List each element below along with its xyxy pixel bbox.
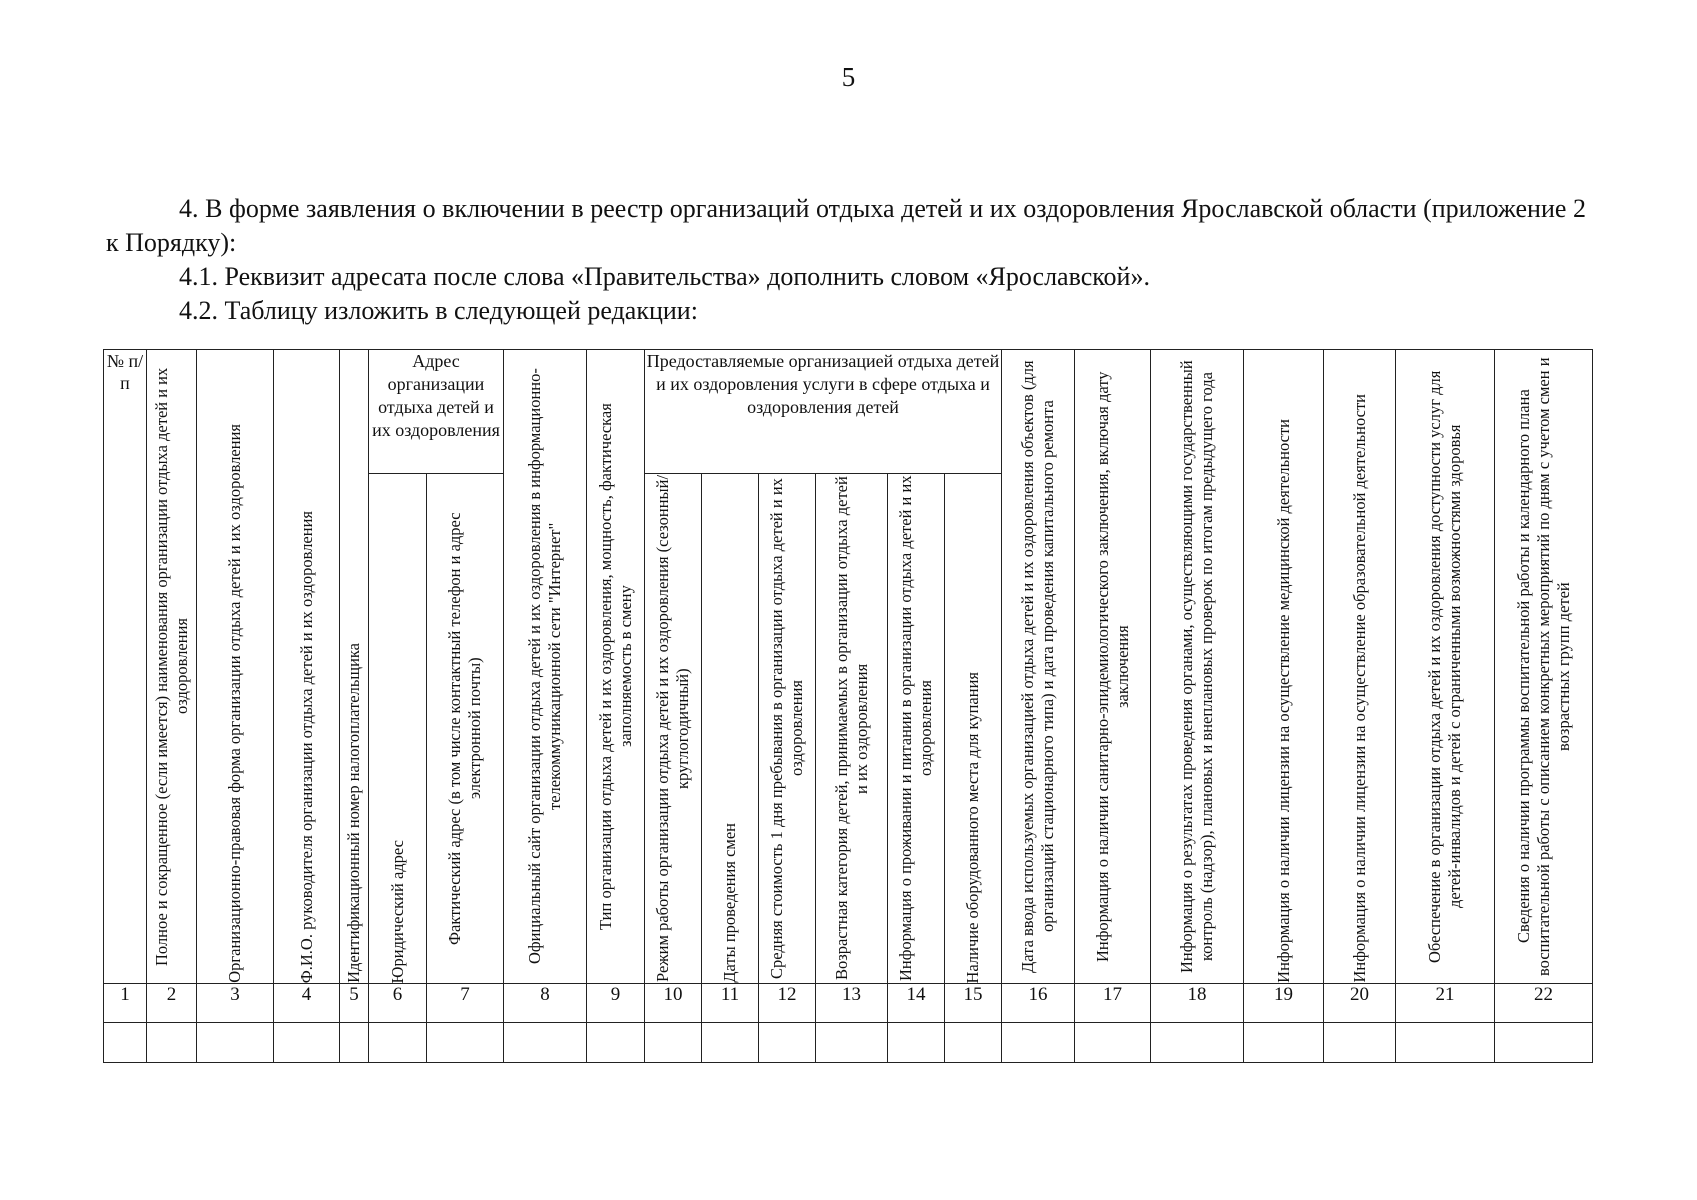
header-col-9 [587, 350, 645, 984]
page-number: 5 [841, 62, 856, 92]
header-col-2 [147, 350, 197, 984]
header-col-14 [888, 474, 945, 984]
empty-cell [104, 1023, 147, 1063]
empty-cell [587, 1023, 645, 1063]
column-number: 16 [1002, 984, 1075, 1023]
header-col-2-label: Полное и сокращенное (если имеется) наименования организации отдыха детей и их оздоровления [151, 367, 191, 966]
column-number: 18 [1151, 984, 1244, 1023]
header-col-12-label: Средняя стоимость 1 дня пребывания в организации отдыха детей и их оздоровления [767, 478, 806, 979]
header-col-5-label: Идентификационный номер налогоплательщика [344, 643, 363, 983]
header-col-16-label: Дата ввода используемых организацией отдыха детей и их оздоровления объектов (для организаций стационарного типа) и дата проведения капитального ремонта [1018, 360, 1058, 973]
empty-data-row [104, 1023, 1593, 1063]
header-col-15 [945, 474, 1002, 984]
header-col-4 [274, 350, 340, 984]
header-group-services-label: Предоставляемые организацией отдыха детей и их оздоровления услуги в сфере отдыха и оздоровления детей [646, 351, 1000, 417]
paragraph-4-1: 4.1. Реквизит адресата после слова «Правительства» дополнить словом «Ярославской». [179, 262, 1150, 291]
empty-cell [369, 1023, 427, 1063]
empty-cell [1396, 1023, 1495, 1063]
empty-cell [197, 1023, 274, 1063]
header-col-4-label: Ф.И.О. руководителя организации отдыха детей и их оздоровления [296, 510, 316, 983]
column-number: 1 [104, 984, 147, 1023]
paragraph-4-2: 4.2. Таблицу изложить в следующей редакции: [179, 296, 698, 325]
header-col-10-label: Режим работы организации отдыха детей и их оздоровления (сезонный/круглогодичный) [653, 474, 692, 983]
column-number: 13 [816, 984, 888, 1023]
empty-cell [147, 1023, 197, 1063]
header-col-17 [1075, 350, 1151, 984]
column-number: 20 [1324, 984, 1396, 1023]
header-col-9-label: Тип организации отдыха детей и их оздоровления, мощность, фактическая заполняемость в смену [595, 403, 635, 930]
empty-cell [1151, 1023, 1244, 1063]
empty-cell [1075, 1023, 1151, 1063]
column-number: 11 [702, 984, 759, 1023]
header-col-1 [104, 350, 147, 984]
empty-cell [504, 1023, 587, 1063]
header-col-13 [816, 474, 888, 984]
column-number: 8 [504, 984, 587, 1023]
column-number: 22 [1495, 984, 1593, 1023]
empty-cell [759, 1023, 816, 1063]
header-col-6-label: Юридический адрес [387, 839, 407, 983]
empty-cell [1002, 1023, 1075, 1063]
header-group-address-label: Адрес организации отдыха детей и их оздоровления [372, 351, 500, 440]
column-number: 21 [1396, 984, 1495, 1023]
empty-cell [702, 1023, 759, 1063]
empty-cell [945, 1023, 1002, 1063]
header-col-18 [1151, 350, 1244, 984]
header-col-20 [1324, 350, 1396, 984]
header-col-11 [702, 474, 759, 984]
header-col-8 [504, 350, 587, 984]
empty-cell [427, 1023, 504, 1063]
header-col-14-label: Информация о проживании и питании в организации отдыха детей и их оздоровления [896, 475, 935, 982]
empty-cell [645, 1023, 702, 1063]
header-col-1-label: № п/п [106, 351, 144, 393]
column-number: 9 [587, 984, 645, 1023]
column-number-row [104, 984, 1593, 1023]
column-number: 17 [1075, 984, 1151, 1023]
header-col-10 [645, 474, 702, 984]
header-col-18-label: Информация о результатах проведения органами, осуществляющими государственный контроль (надзор), плановых и внеплановых проверок по итогам предыдущего года [1177, 360, 1217, 973]
empty-cell [274, 1023, 340, 1063]
header-col-5 [340, 350, 369, 984]
header-col-20-label: Информация о наличии лицензии на осуществление образовательной деятельности [1349, 394, 1369, 983]
paragraph-4: 4. В форме заявления о включении в реестр организаций отдыха детей и их оздоровления Ярославской области (приложение 2 к Порядку): [106, 194, 1586, 257]
header-col-8-label: Официальный сайт организации отдыха детей и их оздоровления в информационно-телекоммуникационной сети "Интернет" [525, 368, 564, 965]
header-col-19-label: Информация о наличии лицензии на осуществление медицинской деятельности [1273, 419, 1293, 983]
empty-cell [340, 1023, 369, 1063]
header-col-22-label: Сведения о наличии программы воспитательной работы и календарного плана воспитательной работы с описанием конкретных мероприятий по дням с учетом смен и возрастных групп детей [1513, 357, 1573, 976]
header-col-15-label: Наличие оборудованного места для купания [963, 671, 983, 983]
column-number: 5 [340, 984, 369, 1023]
header-col-21 [1396, 350, 1495, 984]
empty-cell [1324, 1023, 1396, 1063]
empty-cell [888, 1023, 945, 1063]
column-number: 4 [274, 984, 340, 1023]
header-col-13-label: Возрастная категория детей, принимаемых в организации отдыха детей и их оздоровления [831, 476, 871, 981]
column-number: 2 [147, 984, 197, 1023]
empty-cell [816, 1023, 888, 1063]
header-group-address [369, 350, 504, 474]
column-number: 6 [369, 984, 427, 1023]
header-col-3-label: Организационно-правовая форма организации отдыха детей и их оздоровления [225, 424, 244, 983]
column-number: 10 [645, 984, 702, 1023]
header-col-7 [427, 474, 504, 984]
column-number: 12 [759, 984, 816, 1023]
empty-cell [1495, 1023, 1593, 1063]
header-col-6 [369, 474, 427, 984]
column-number: 14 [888, 984, 945, 1023]
header-col-19 [1244, 350, 1324, 984]
header-col-3 [197, 350, 274, 984]
header-col-17-label: Информация о наличии санитарно-эпидемиологического заключения, включая дату заключения [1092, 371, 1132, 962]
header-col-21-label: Обеспечение в организации отдыха детей и их оздоровления доступности услуг для детей-инвалидов и детей с ограниченными возможностями здоровья [1425, 370, 1465, 963]
header-group-services [645, 350, 1002, 474]
header-col-16 [1002, 350, 1075, 984]
empty-cell [1244, 1023, 1324, 1063]
registry-table [103, 349, 1593, 1063]
header-col-22 [1495, 350, 1593, 984]
column-number: 15 [945, 984, 1002, 1023]
header-col-7-label: Фактический адрес (в том числе контактный телефон и адрес электронной почты) [445, 512, 484, 945]
header-col-12 [759, 474, 816, 984]
column-number: 3 [197, 984, 274, 1023]
column-number: 7 [427, 984, 504, 1023]
header-col-11-label: Даты проведения смен [720, 823, 739, 983]
column-number: 19 [1244, 984, 1324, 1023]
